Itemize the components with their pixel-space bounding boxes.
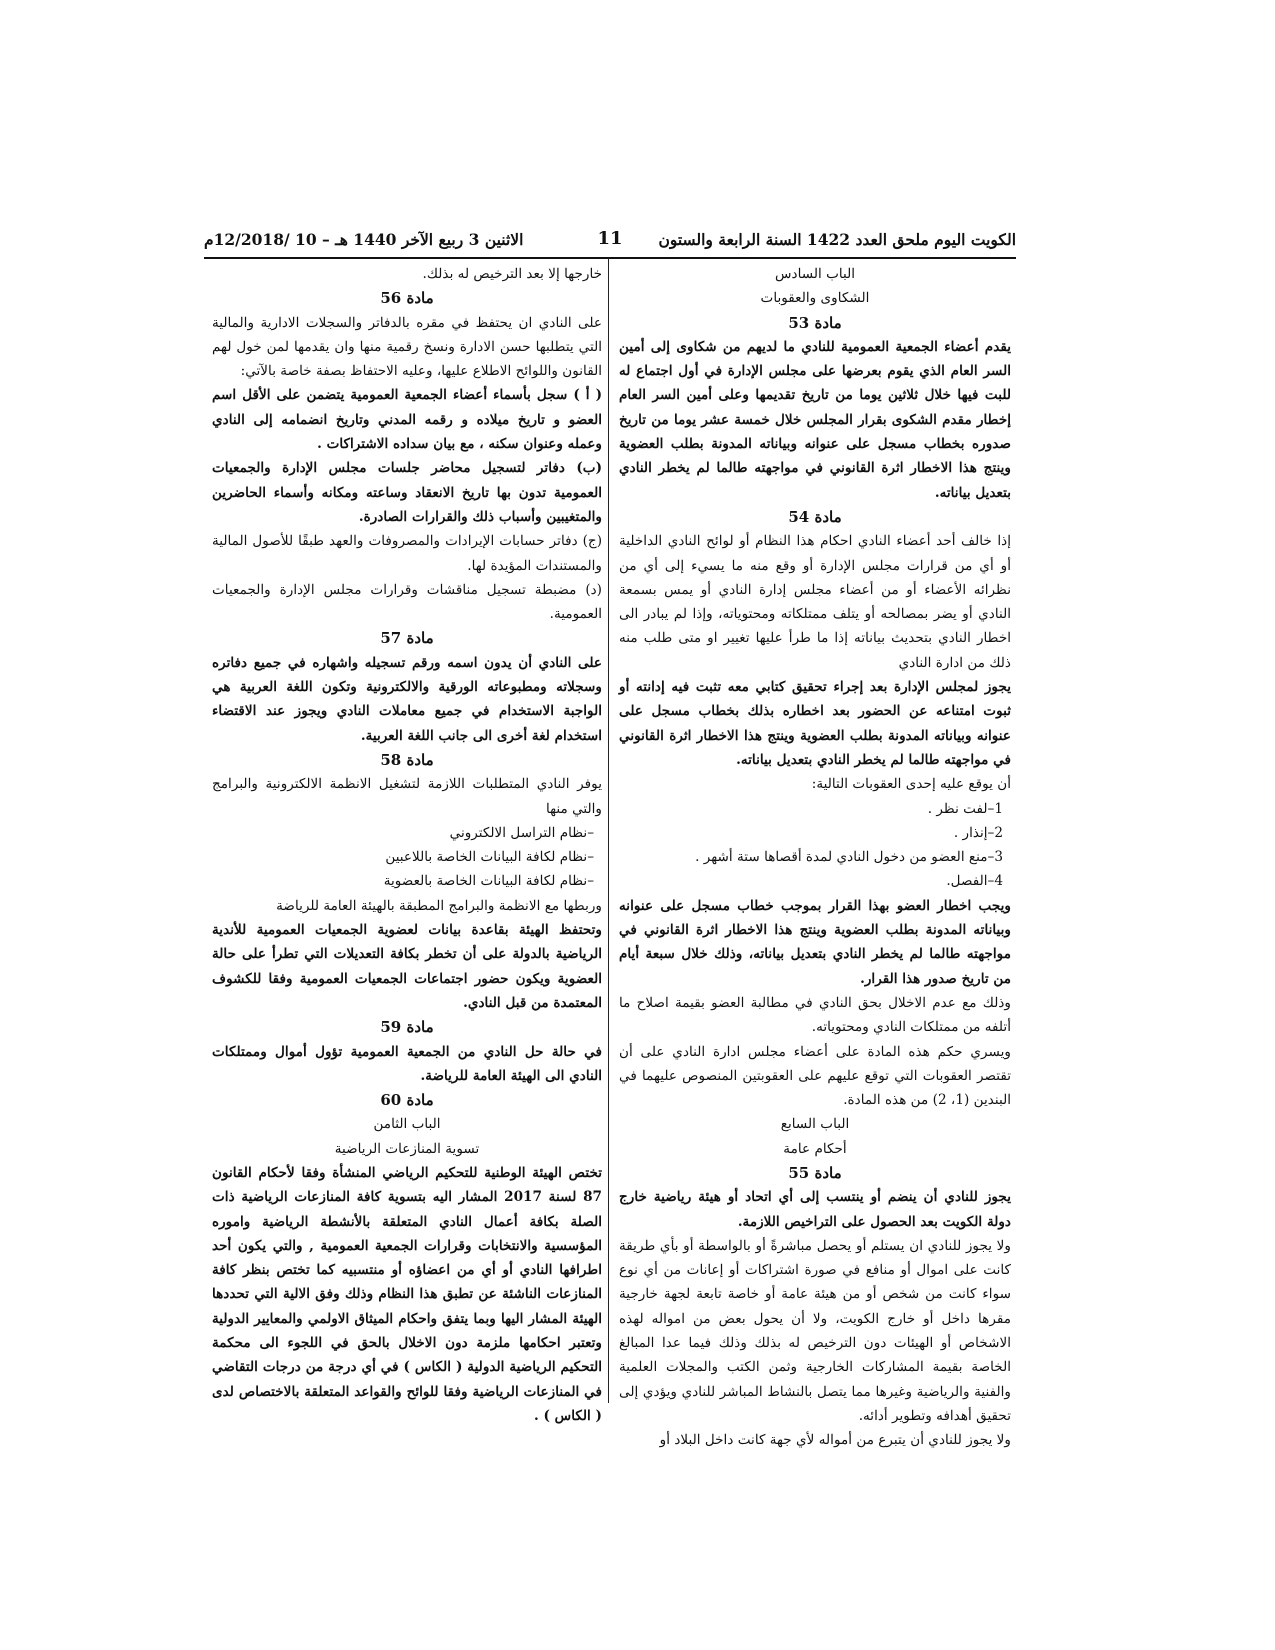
chapter-8-title: الباب الثامن — [373, 1116, 441, 1133]
article-59-heading: مادة 59 — [380, 1018, 434, 1037]
article-54-paragraph: إذا خالف أحد أعضاء النادي احكام هذا النظام أو لوائح النادي الداخلية أو أي من قرارات مجلس الإدارة أو وقع منه ما يسيء إلى أي من نظرائه الأعضاء أو من أعضاء مجلس إدارة النادي أو يمس بسمعة النادي أو يضر بمصالحه أو يتلف ممتلكاته ومحتوياته، وإذا لم يبادر الى اخطار النادي بتحديث بياناته إذا ما طرأ عليها تغيير او متى طلب منه ذلك من ادارة النادي — [619, 533, 1011, 671]
article-58-heading: مادة 58 — [380, 750, 434, 769]
chapter-6-subtitle: الشكاوى والعقوبات — [760, 290, 870, 307]
article-57-text: على النادي أن يدون اسمه ورقم تسجيله واشهاره في جميع دفاتره وسجلاته ومطبوعاته الورقية والالكترونية وتكون اللغة العربية هي الواجبة الاستخدام في جميع معاملات النادي ويجوز عند الاقتضاء استخدام لغة أخرى الى جانب اللغة العربية. — [212, 654, 602, 744]
article-54-paragraph: ويسري حكم هذه المادة على أعضاء مجلس ادارة النادي على أن تقتصر العقوبات التي توقع عليهم على العقوبتين المنصوص عليهما في البندين (1، 2) من هذه المادة. — [619, 1043, 1011, 1109]
chapter-7-title: الباب السابع — [780, 1116, 850, 1133]
article-55-paragraph: يجوز للنادي أن ينضم أو ينتسب إلى أي اتحاد أو هيئة رياضية خارج دولة الكويت بعد الحصول على التراخيص اللازمة. — [619, 1189, 1011, 1230]
article-56-item: (ج) دفاتر حسابات الإيرادات والمصروفات والعهد طبقًا للأصول المالية والمستندات المؤيدة لها. — [212, 533, 602, 574]
system-item: –نظام لكافة البيانات الخاصة باللاعبين — [385, 849, 594, 866]
article-58-paragraph: يوفر النادي المتطلبات اللازمة لتشغيل الانظمة الالكترونية والبرامج والتي منها — [212, 776, 602, 817]
penalty-item: 3–منع العضو من دخول النادي لمدة أقصاها ستة أشهر . — [695, 849, 1003, 866]
article-58-paragraph: وربطها مع الانظمة والبرامج المطبقة بالهيئة العامة للرياضة — [276, 897, 602, 914]
penalty-item: 1–لفت نظر . — [927, 800, 1003, 817]
article-56-item: (ب) دفاتر لتسجيل محاضر جلسات مجلس الإدارة والجمعيات العمومية تدون بها تاريخ الانعقاد وساعته ومكانه وأسماء الحاضرين والمتغيبين وأسباب ذلك والقرارات الصادرة. — [212, 460, 602, 525]
article-54-paragraph: ويجب اخطار العضو بهذا القرار بموجب خطاب مسجل على عنوانه وبياناته المدونة بطلب العضوية وينتج هذا الاخطار اثرة القانوني في مواجهته طالما لم يخطر النادي بتعديل بياناته، وذلك خلال سبعة أيام من تاريخ صدور هذا القرار. — [619, 897, 1011, 987]
article-56-item: ( أ ) سجل بأسماء أعضاء الجمعية العمومية يتضمن على الأقل اسم العضو و تاريخ ميلاده و رقمه المدني وتاريخ انضمامه إلى النادي وعمله وعنوان سكنه ، مع بيان سداده الاشتراكات . — [212, 387, 602, 453]
page-number: 11 — [597, 228, 623, 249]
article-60-text: تختص الهيئة الوطنية للتحكيم الرياضي المنشأة وفقا لأحكام القانون 87 لسنة 2017 المشار اليه بتسوية كافة المنازعات الرياضية ذات الصلة بكافة أعمال النادي المتعلقة بالأنشطة الرياضية واموره المؤسسية والانتخابات وقرارات الجمعية العمومية , والتي يكون أحد اطرافها النادي أو أي من اعضاؤه أو منتسبيه كما تختص بنظر كافة المنازعات الناشئة عن تطبق هذا النظام وذلك وفق الالية التي تحددها الهيئة المشار اليها وبما يتفق واحكام الميثاق الاولمي والمعايير الدولية وتعتبر احكامها ملزمة دون الاخلال بالحق في اللجوء الى محكمة التحكيم الرياضية الدولية ( الكاس ) في أي درجة من درجات التقاضي في المنازعات الرياضية وفقا للوائح والقواعد المتعلقة بالاختصاص لدى ( الكاس ) . — [212, 1164, 602, 1424]
article-60-heading: مادة 60 — [380, 1091, 434, 1110]
system-item: –نظام لكافة البيانات الخاصة بالعضوية — [383, 873, 594, 890]
article-57-heading: مادة 57 — [380, 629, 434, 648]
article-54-paragraph: وذلك مع عدم الاخلال بحق النادي في مطالبة العضو بقيمة اصلاح ما أتلفه من ممتلكات النادي ومحتوياته. — [619, 994, 1011, 1036]
article-54-paragraph: أن يوقع عليه إحدى العقوبات التالية: — [811, 776, 1011, 793]
penalty-item: 4–الفصل. — [946, 873, 1003, 890]
page-header — [204, 226, 1016, 256]
header-rule — [204, 257, 1016, 259]
left-column — [212, 262, 602, 1428]
article-58-paragraph: وتحتفظ الهيئة بقاعدة بيانات لعضوية الجمعيات العمومية للأندية الرياضية بالدولة على أن تخطر بكافة التعديلات التي تطرأ على حالة العضوية ويكون حضور اجتماعات الجمعيات العمومية وفقا للكشوف المعتمدة من قبل النادي. — [212, 922, 602, 1011]
article-56-heading: مادة 56 — [380, 289, 434, 308]
article-54-paragraph: يجوز لمجلس الإدارة بعد إجراء تحقيق كتابي معه تثبت فيه إدانته أو ثبوت امتناعه عن الحضور بعد اخطاره بذلك بخطاب مسجل على عنوانه وبياناته المدونة بطلب العضوية وينتج هذا الاخطار اثرة القانوني في مواجهته طالما لم يخطر النادي بتعديل بياناته. — [619, 679, 1011, 768]
article-55-paragraph: ولا يجوز للنادي أن يتبرع من أمواله لأي جهة كانت داخل البلاد أو — [659, 1432, 1011, 1449]
chapter-6-title: الباب السادس — [774, 266, 856, 282]
article-53-heading: مادة 53 — [788, 313, 842, 332]
chapter-7-subtitle: أحكام عامة — [783, 1140, 847, 1157]
right-column — [619, 262, 1011, 1453]
issue-date: الاثنين 3 ربيع الآخر 1440 هـ – 10 /12/2018م — [204, 230, 524, 249]
article-59-text: في حالة حل النادي من الجمعية العمومية تؤول أموال وممتلكات النادي الى الهيئة العامة للرياضة. — [212, 1043, 602, 1084]
article-55-continuation: خارجها إلا بعد الترخيص له بذلك. — [422, 266, 602, 282]
column-divider — [608, 258, 609, 1403]
article-55-paragraph: ولا يجوز للنادي ان يستلم أو يحصل مباشرةً أو بالواسطة أو بأي طريقة كانت على اموال أو منافع في صورة اشتراكات أو إعانات من أي نوع سواء كانت من شخص أو من هيئة عامة أو خاصة تابعة لجهة خارجية مقرها داخل أو خارج الكويت، ولا أن يحول بعض من امواله لهذه الاشخاص أو الهيئات دون الترخيص له بذلك وذلك فيما عدا المبالغ الخاصة بقيمة المشاركات الخارجية وثمن الكتب والمجلات العلمية والفنية والرياضية وغيرها مما يتصل بالنشاط المباشر للنادي ويؤدي إلى تحقيق أهدافه وتطوير أدائه. — [619, 1237, 1011, 1424]
article-53-text: يقدم أعضاء الجمعية العمومية للنادي ما لديهم من شكاوى إلى أمين السر العام الذي يقوم بعرضها على مجلس الإدارة في أول اجتماع له للبت فيها خلال ثلاثين يوما من تاريخ تقديمها وعلى أمين السر العام إخطار مقدم الشكوى بقرار المجلس خلال خمسة عشر يوما من تاريخ صدوره بخطاب مسجل على عنوانه وبياناته المدونة بطلب العضوية وينتج هذا الاخطار اثرة القانوني في مواجهته طالما لم يخطر النادي بتعديل بياناته. — [619, 338, 1011, 501]
penalty-item: 2–إنذار . — [953, 824, 1003, 841]
chapter-8-subtitle: تسوية المنازعات الرياضية — [334, 1140, 480, 1157]
article-56-item: (د) مضبطة تسجيل مناقشات وقرارات مجلس الإدارة والجمعيات العمومية. — [212, 581, 602, 623]
system-item: –نظام التراسل الالكتروني — [449, 824, 594, 841]
article-54-heading: مادة 54 — [788, 507, 842, 526]
gazette-issue-title: الكويت اليوم ملحق العدد 1422 السنة الرابعة والستون — [658, 230, 1016, 249]
article-55-heading: مادة 55 — [788, 1163, 842, 1182]
article-56-paragraph: على النادي ان يحتفظ في مقره بالدفاتر والسجلات الادارية والمالية التي يتطلبها حسن الادارة ونسخ رقمية منها وان يقدمها لمن خول لهم القانون واللوائح الاطلاع عليها، وعليه الاحتفاظ بصفة خاصة بالآتي: — [212, 314, 602, 380]
